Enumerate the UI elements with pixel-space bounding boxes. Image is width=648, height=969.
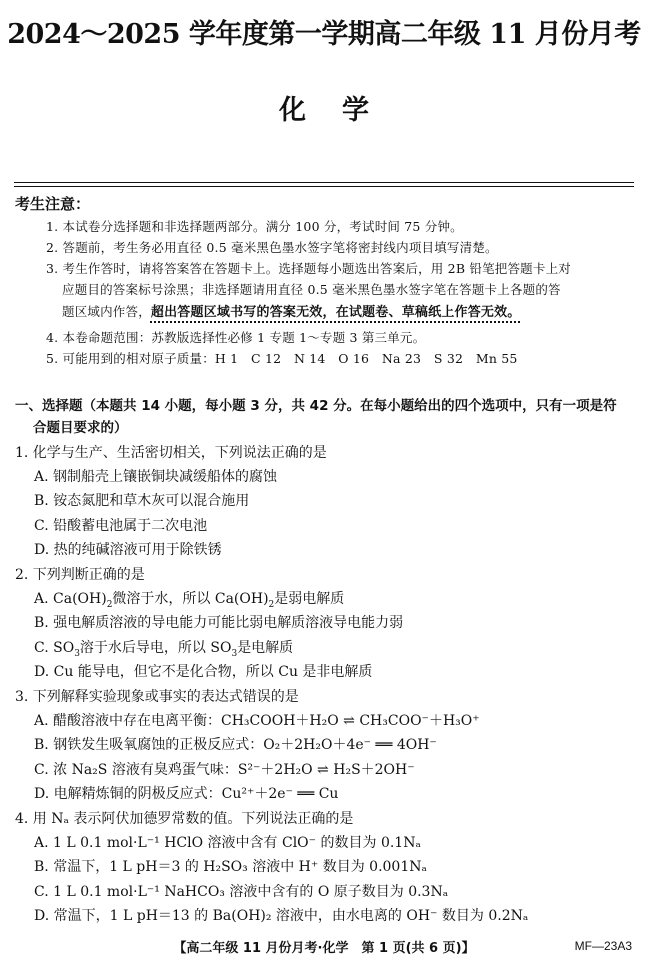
exam-title: 2024～2025 学年度第一学期高二年级 11 月份月考 bbox=[7, 19, 641, 50]
q1-option-b: B. 铵态氮肥和草木灰可以混合施用 bbox=[34, 493, 250, 509]
q3-option-a: A. 醋酸溶液中存在电离平衡：CH₃COOH＋H₂O ⇌ CH₃COO⁻＋H₃O⁺ bbox=[34, 713, 480, 729]
paper-code: MF—23A3 bbox=[574, 939, 632, 953]
divider-top bbox=[14, 182, 634, 183]
note-item: 3. 考生作答时，请将答案答在答题卡上。选择题每小题选出答案后，用 2B 铅笔把答题卡上对 bbox=[46, 261, 571, 276]
q2-option-b: B. 强电解质溶液的导电能力可能比弱电解质溶液导电能力弱 bbox=[34, 615, 404, 631]
q3-option-d: D. 电解精炼铜的阴极反应式：Cu²⁺＋2e⁻ ══ Cu bbox=[34, 786, 339, 802]
q1-option-c: C. 铅酸蓄电池属于二次电池 bbox=[34, 518, 208, 534]
question-1-stem: 1. 化学与生产、生活密切相关，下列说法正确的是 bbox=[15, 445, 327, 461]
note-item: 应题目的答案标号涂黑；非选择题请用直径 0.5 毫米黑色墨水签字笔在答题卡上各题的答 bbox=[62, 282, 561, 297]
notes-heading: 考生注意： bbox=[15, 195, 91, 213]
q4-option-a: A. 1 L 0.1 mol·L⁻¹ HClO 溶液中含有 ClO⁻ 的数目为 0.1Nₐ bbox=[34, 835, 421, 851]
section-heading: 一、选择题（本题共 14 小题，每小题 3 分，共 42 分。在每小题给出的四个选项中，只有一项是符 bbox=[15, 398, 617, 414]
note-item: 1. 本试卷分选择题和非选择题两部分。满分 100 分，考试时间 75 分钟。 bbox=[46, 219, 463, 234]
q1-option-a: A. 钢制船壳上镶嵌铜块减缓船体的腐蚀 bbox=[34, 469, 278, 485]
note-item bbox=[62, 301, 521, 320]
note-item: 5. 可能用到的相对原子质量：H 1 C 12 N 14 O 16 Na 23 S 32 Mn 55 bbox=[46, 351, 518, 366]
note-item: 2. 答题前，考生务必用直径 0.5 毫米黑色墨水签字笔将密封线内项目填写清楚。 bbox=[46, 240, 498, 255]
subject-title: 化学 bbox=[279, 95, 405, 126]
q3-option-b: B. 钢铁发生吸氧腐蚀的正极反应式：O₂＋2H₂O＋4e⁻ ══ 4OH⁻ bbox=[34, 737, 437, 753]
question-2-stem: 2. 下列判断正确的是 bbox=[15, 567, 145, 583]
note-text: 题区域内作答， bbox=[62, 304, 151, 319]
page-footer: 【高二年级 11 月份月考·化学 第 1 页(共 6 页)】 bbox=[173, 941, 475, 956]
q4-option-b: B. 常温下，1 L pH＝3 的 H₂SO₃ 溶液中 H⁺ 数目为 0.001Nₐ bbox=[34, 859, 427, 875]
divider-bottom bbox=[14, 186, 634, 187]
section-heading-cont: 合题目要求的） bbox=[33, 420, 128, 436]
note-emphasis: 超出答题区域书写的答案无效，在试题卷、草稿纸上作答无效。 bbox=[150, 305, 521, 320]
q2-option-c: C. $SO_3$溶于水后导电，所以 $SO_3$是电解质 bbox=[34, 640, 294, 659]
q1-option-d: D. 热的纯碱溶液可用于除铁锈 bbox=[34, 542, 222, 558]
q3-option-c: C. 浓 Na₂S 溶液有臭鸡蛋气味：S²⁻＋2H₂O ⇌ H₂S＋2OH⁻ bbox=[34, 762, 415, 778]
q4-option-c: C. 1 L 0.1 mol·L⁻¹ NaHCO₃ 溶液中含有的 O 原子数目为 0.3Nₐ bbox=[34, 884, 449, 900]
note-item: 4. 本卷命题范围：苏教版选择性必修 1 专题 1～专题 3 第三单元。 bbox=[46, 330, 426, 345]
question-4-stem: 4. 用 Nₐ 表示阿伏加德罗常数的值。下列说法正确的是 bbox=[15, 811, 354, 827]
q2-option-a: A. $Ca(OH)_2$微溶于水，所以 $Ca(OH)_2$是弱电解质 bbox=[34, 591, 345, 610]
q2-option-d: D. Cu 能导电，但它不是化合物，所以 Cu 是非电解质 bbox=[34, 664, 373, 680]
question-3-stem: 3. 下列解释实验现象或事实的表达式错误的是 bbox=[15, 689, 299, 705]
q4-option-d: D. 常温下，1 L pH＝13 的 Ba(OH)₂ 溶液中，由水电离的 OH⁻ 数目为 0.2Nₐ bbox=[34, 908, 529, 924]
